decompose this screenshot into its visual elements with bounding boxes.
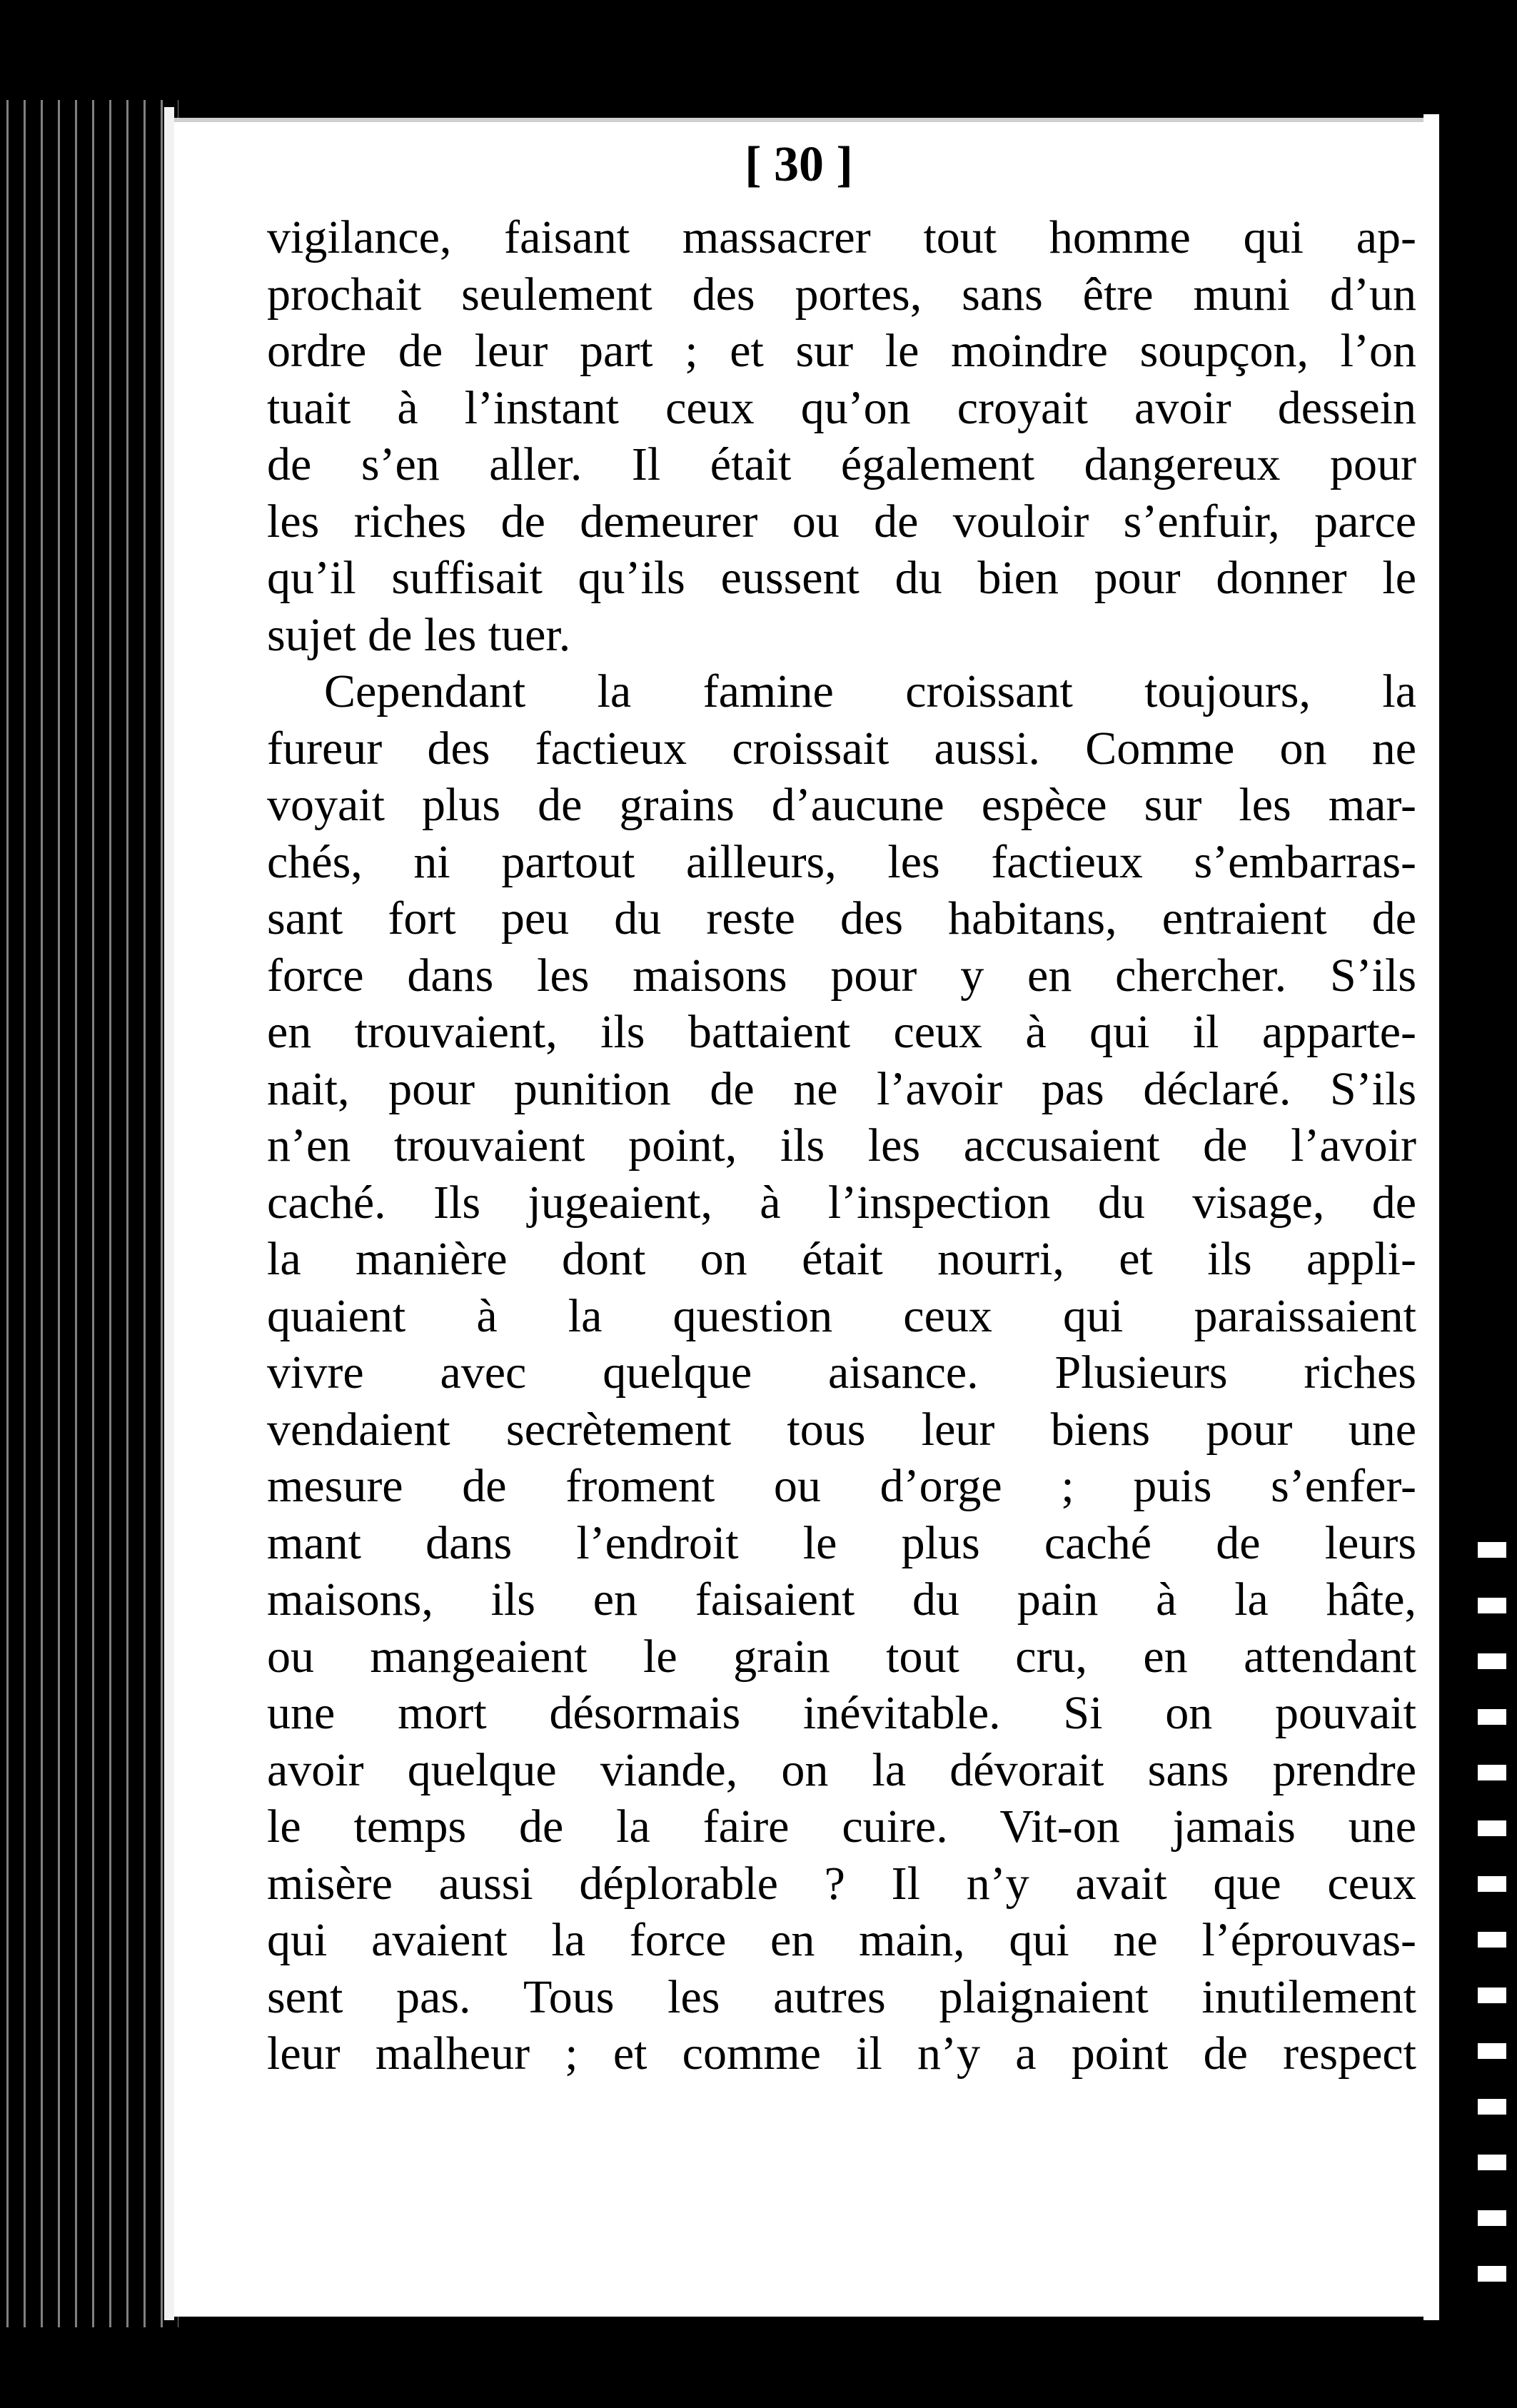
text-line: qui avaient la force en main, qui ne l’éprouvas-: [267, 1914, 1416, 1966]
page-number: [ 30 ]: [745, 137, 853, 192]
text-line: vendaient secrètement tous leur biens pour une: [267, 1403, 1416, 1456]
text-line: sujet de les tuer.: [267, 608, 571, 661]
text-line: qu’il suffisait qu’ils eussent du bien pour donner le: [267, 552, 1416, 604]
text-line: leur malheur ; et comme il n’y a point de respect: [267, 2027, 1416, 2080]
text-line: prochait seulement des portes, sans être muni d’un: [267, 268, 1416, 321]
text-line: avoir quelque viande, on la dévorait sans prendre: [267, 1743, 1416, 1796]
text-line: les riches de demeurer ou de vouloir s’enfuir, parce: [267, 495, 1416, 548]
text-line: force dans les maisons pour y en chercher. S’ils: [267, 949, 1416, 1002]
text-line: ordre de leur part ; et sur le moindre soupçon, l’on: [267, 325, 1416, 377]
book-page: [174, 118, 1423, 2317]
text-line: misère aussi déplorable ? Il n’y avait que ceux: [267, 1857, 1416, 1910]
binding-tabs-right: [1478, 1542, 1506, 2292]
text-line: n’en trouvaient point, ils les accusaient de l’avoir: [267, 1119, 1416, 1172]
text-line: vigilance, faisant massacrer tout homme qui ap-: [267, 211, 1416, 263]
text-line: de s’en aller. Il était également dangereux pour: [267, 438, 1416, 490]
text-line: Cependant la famine croissant toujours, la: [324, 665, 1416, 717]
text-line: tuait à l’instant ceux qu’on croyait avoir dessein: [267, 381, 1416, 434]
text-line: sant fort peu du reste des habitans, entraient de: [267, 892, 1416, 944]
text-line: la manière dont on était nourri, et ils appli-: [267, 1233, 1416, 1285]
text-line: fureur des factieux croissait aussi. Comme on ne: [267, 722, 1416, 775]
text-line: ou mangeaient le grain tout cru, en attendant: [267, 1630, 1416, 1683]
text-line: quaient à la question ceux qui paraissaient: [267, 1289, 1416, 1342]
book-binding-left: [0, 100, 178, 2327]
text-line: nait, pour punition de ne l’avoir pas déclaré. S’ils: [267, 1062, 1416, 1115]
text-line: sent pas. Tous les autres plaignaient inutilement: [267, 1970, 1416, 2023]
text-line: le temps de la faire cuire. Vit-on jamais une: [267, 1800, 1416, 1853]
page-body-text: [267, 209, 1416, 2082]
text-line: maisons, ils en faisaient du pain à la hâte,: [267, 1573, 1416, 1626]
text-line: une mort désormais inévitable. Si on pouvait: [267, 1687, 1416, 1739]
text-line: caché. Ils jugeaient, à l’inspection du visage, de: [267, 1176, 1416, 1229]
text-line: mesure de froment ou d’orge ; puis s’enfer-: [267, 1460, 1416, 1512]
text-line: en trouvaient, ils battaient ceux à qui il apparte-: [267, 1006, 1416, 1058]
text-line: voyait plus de grains d’aucune espèce sur les mar-: [267, 779, 1416, 831]
text-line: mant dans l’endroit le plus caché de leurs: [267, 1516, 1416, 1569]
text-line: vivre avec quelque aisance. Plusieurs riches: [267, 1346, 1416, 1399]
text-line: chés, ni partout ailleurs, les factieux s’embarras-: [267, 835, 1416, 888]
page-edge-right: [1423, 114, 1439, 2320]
page-edge-left: [164, 107, 174, 2320]
